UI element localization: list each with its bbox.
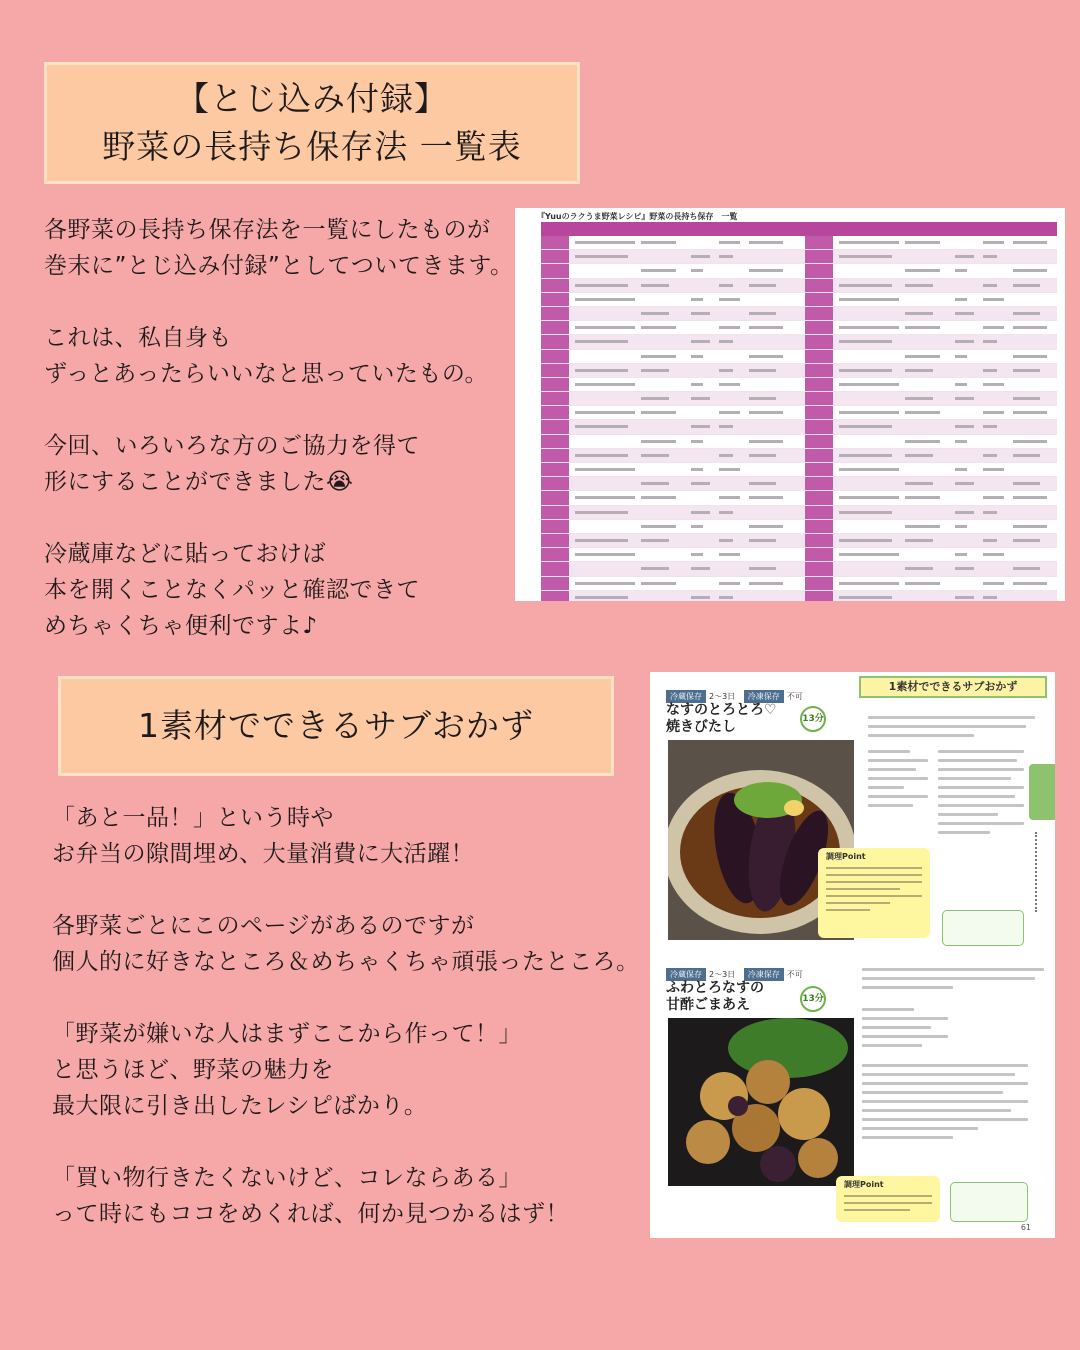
paragraph-line: ずっとあったらいいなと思っていたもの。 [44, 361, 488, 387]
recipe-page-image [650, 672, 1055, 1238]
table-row [805, 520, 1057, 534]
paragraph-line: お弁当の隙間埋め、大量消費に大活躍！ [52, 841, 475, 867]
paragraph-line: 個人的に好きなところ＆めちゃくちゃ頑張ったところ。 [52, 949, 640, 975]
table-row [805, 264, 1057, 278]
recipe-title: ふわとろなすの 甘酢ごまあえ [666, 980, 764, 1013]
table-row [541, 250, 807, 264]
eggplant-sesame-photo [668, 1018, 854, 1186]
table-row [805, 534, 1057, 548]
table-left-column [541, 222, 807, 601]
table-row [541, 591, 807, 601]
paragraph-line: 各野菜の長持ち保存法を一覧にしたものが [44, 217, 491, 243]
paragraph-line: 形にすることができました😭 [44, 469, 354, 495]
table-row [805, 392, 1057, 406]
table-row [805, 350, 1057, 364]
table-row [541, 449, 807, 463]
paragraph-line: 「買い物行きたくないけど、コレならある」 [52, 1165, 522, 1191]
paragraph-line: って時にもココをめくれば、何か見つかるはず！ [52, 1201, 569, 1227]
table-row [805, 293, 1057, 307]
table-row [541, 562, 807, 576]
paragraph-line [44, 500, 514, 536]
table-row [541, 335, 807, 349]
page-number: 61 [1020, 1223, 1031, 1232]
paragraph-line: これは、私自身も [44, 325, 232, 351]
table-row [541, 534, 807, 548]
paragraph-line: 巻末に”とじ込み付録”としてついてきます。 [44, 253, 514, 279]
table-row [805, 335, 1057, 349]
paragraph-line: と思うほど、野菜の魅力を [52, 1057, 334, 1083]
storage-tags: 冷蔵保存 2〜3日 冷凍保存 不可 [666, 690, 803, 703]
table-row [805, 591, 1057, 601]
table-row [541, 279, 807, 293]
recipe-intro-text [868, 716, 1044, 743]
cooking-time-badge: 13分 [800, 986, 826, 1012]
table-row [541, 321, 807, 335]
table-row [541, 350, 807, 364]
table-row [805, 491, 1057, 505]
storage-table-image [515, 208, 1065, 601]
table-row [541, 477, 807, 491]
table-row [541, 548, 807, 562]
paragraph-line: 最大限に引き出したレシピばかり。 [52, 1093, 428, 1119]
ingredients-list [868, 750, 928, 813]
recipe-title: なすのとろとろ♡ 焼きびたし [666, 702, 777, 735]
table-row [541, 392, 807, 406]
section-title-side-dish [58, 676, 614, 776]
cooking-time-badge: 13分 [800, 706, 826, 732]
table-row [805, 364, 1057, 378]
table-row [541, 307, 807, 321]
table-row [541, 520, 807, 534]
table-row [541, 491, 807, 505]
table-row [541, 364, 807, 378]
table-row [805, 236, 1057, 250]
paragraph-line [44, 392, 514, 428]
paragraph-line: 各野菜ごとにこのページがあるのですが [52, 913, 475, 939]
cooking-point-box: 調理Point [818, 848, 930, 938]
arrangement-box [950, 1182, 1028, 1222]
table-row [541, 435, 807, 449]
ingredients-list [862, 1008, 948, 1053]
paragraph-line [44, 284, 514, 320]
table-row [805, 477, 1057, 491]
storage-tags: 冷蔵保存 2〜3日 冷凍保存 不可 [666, 968, 803, 981]
cooking-point-box: 調理Point [836, 1176, 940, 1222]
table-row [805, 506, 1057, 520]
table-row [541, 378, 807, 392]
table-row [805, 548, 1057, 562]
table-row [541, 293, 807, 307]
chapter-side-tab [1029, 764, 1055, 820]
table-right-column [805, 222, 1057, 601]
paragraph-line [52, 872, 640, 908]
table-header-row [541, 222, 807, 236]
table-row [541, 264, 807, 278]
table-row [805, 463, 1057, 477]
table-row [541, 577, 807, 591]
paragraph-line: 本を開くことなくパッと確認できて [44, 577, 420, 603]
table-row [805, 321, 1057, 335]
paragraph-line: 冷蔵庫などに貼っておけば [44, 541, 326, 567]
table-row [805, 250, 1057, 264]
paragraph-line [52, 980, 640, 1016]
table-header-row [805, 222, 1057, 236]
table-row [541, 406, 807, 420]
directions-list [862, 1064, 1028, 1145]
paragraph-line: 今回、いろいろな方のご協力を得て [44, 433, 420, 459]
table-row [805, 279, 1057, 293]
table-row [805, 449, 1057, 463]
directions-list [938, 750, 1024, 840]
arrangement-box [942, 910, 1024, 946]
side-dish-description [52, 800, 640, 1232]
title-line: 【とじ込み付録】 [176, 79, 448, 118]
table-row [805, 577, 1057, 591]
table-row [805, 406, 1057, 420]
table-row [541, 506, 807, 520]
table-row [805, 420, 1057, 434]
paragraph-line: めちゃくちゃ便利ですよ♪ [44, 613, 318, 639]
paragraph-line: 「あと一品！」という時や [52, 805, 334, 831]
recipe-page-banner: 1素材でできるサブおかず [859, 676, 1047, 698]
paragraph-line: 「野菜が嫌いな人はまずここから作って！」 [52, 1021, 522, 1047]
table-row [805, 562, 1057, 576]
recipe-intro-text [862, 968, 1044, 995]
section-title-appendix [44, 62, 580, 184]
title-line: 1素材でできるサブおかず [138, 706, 534, 745]
appendix-description [44, 212, 514, 644]
table-row [541, 236, 807, 250]
chapter-side-label [1035, 832, 1047, 912]
table-row [805, 307, 1057, 321]
table-row [541, 463, 807, 477]
table-row [805, 435, 1057, 449]
table-image-header: 『Yuuのラクうま野菜レシピ』野菜の長持ち保存 一覧 [537, 212, 738, 221]
table-row [541, 420, 807, 434]
paragraph-line [52, 1124, 640, 1160]
table-row [805, 378, 1057, 392]
title-line: 野菜の長持ち保存法 一覧表 [102, 127, 522, 166]
